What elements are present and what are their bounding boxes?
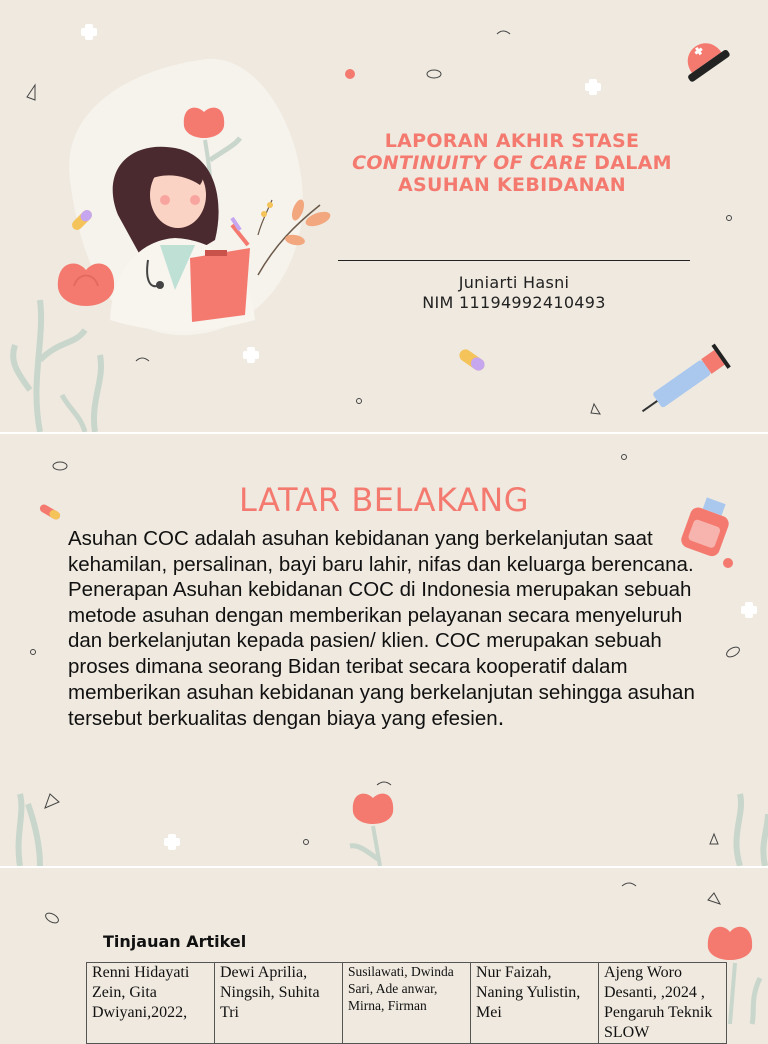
title-divider	[338, 260, 690, 261]
table-row	[87, 963, 727, 1044]
article-review-slide	[0, 868, 768, 1041]
table-cell: Nur Faizah, Naning Yulistin, Mei	[471, 963, 599, 1044]
table-cell: Ajeng Woro Desanti, ,2024 , Pengaruh Teknik SLOW	[599, 963, 727, 1044]
title-line-3: ASUHAN KEBIDANAN	[398, 174, 626, 196]
table-cell: Dewi Aprilia, Ningsih, Suhita Tri	[215, 963, 343, 1044]
title-line-1: LAPORAN AKHIR STASE	[384, 130, 640, 152]
section-paragraph	[68, 526, 700, 732]
title-italic: CONTINUITY OF CARE	[352, 152, 588, 174]
author-name: Juniarti Hasni	[458, 273, 570, 292]
table-cell: Susilawati, Dwinda Sari, Ade anwar, Mirna, Firman	[343, 963, 471, 1044]
section-heading: LATAR BELAKANG	[239, 481, 529, 519]
section-heading: Tinjauan Artikel	[103, 932, 247, 951]
paragraph-end: .	[497, 704, 505, 732]
syringe-icon	[634, 344, 730, 423]
title-line-2	[336, 152, 688, 174]
author-nim: NIM 11194992410493	[422, 293, 606, 312]
article-table	[86, 962, 727, 1044]
title-line-2-rest: DALAM	[587, 152, 672, 174]
author-block	[338, 273, 690, 313]
report-title	[336, 130, 688, 196]
table-cell: Renni Hidayati Zein, Gita Dwiyani,2022,	[87, 963, 215, 1044]
title-slide	[0, 0, 768, 432]
background-slide	[0, 434, 768, 866]
paragraph-text: Asuhan COC adalah asuhan kebidanan yang berkelanjutan saat kehamilan, persalinan, bayi baru lahir, nifas dan keluarga berencana. Penerapan Asuhan kebidanan COC di Indonesia merupakan sebuah metode asuhan dengan memberikan pelayanan secara menyeluruh dan berkelanjutan kepada pasien/ klien. COC merupakan sebuah proses dimana seorang Bidan teribat secara kooperatif dalam memberikan asuhan kebidanan yang berkelanjutan sehingga asuhan tersebut berkualitas dengan biaya yang efesien	[68, 527, 695, 731]
background-decoration	[0, 0, 768, 432]
